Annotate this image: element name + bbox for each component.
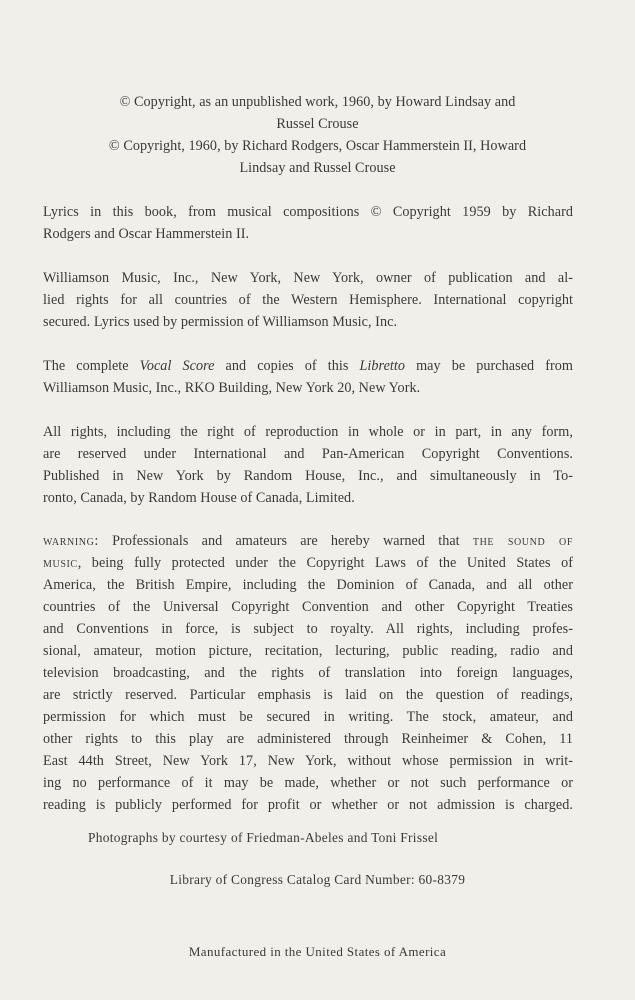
warning-line-6: sional, amateur, motion picture, recitation, lecturing, public reading, radio and <box>43 643 573 659</box>
copyright-line-3: © Copyright, 1960, by Richard Rodgers, Oscar Hammerstein II, Howard <box>108 138 527 154</box>
score-text-c: may be purchased from <box>405 358 573 374</box>
rights-line-3: Published in New York by Random House, Inc., and simultaneously in To- <box>43 468 573 484</box>
copyright-line-4: Lindsay and Russel Crouse <box>239 160 396 176</box>
warning-line-5: and Conventions in force, is subject to royalty. All rights, including profes- <box>43 621 573 637</box>
libretto-title: Libretto <box>359 358 406 374</box>
photographs-credit: Photographs by courtesy of Friedman-Abeles and Toni Frissel <box>88 830 439 845</box>
williamson-line-2: lied rights for all countries of the Western Hemisphere. International copyright <box>43 292 573 308</box>
warning-line-13: reading is publicly performed for profit or whether or not admission is charged. <box>43 797 573 813</box>
warning-label: warning: <box>43 533 99 549</box>
williamson-line-1: Williamson Music, Inc., New York, New York, owner of publication and al- <box>43 270 573 286</box>
warning-line-1 <box>43 534 573 548</box>
lyrics-line-2: Rodgers and Oscar Hammerstein II. <box>43 226 250 242</box>
rights-line-4: ronto, Canada, by Random House of Canada, Limited. <box>43 490 355 506</box>
score-text-b: and copies of this <box>214 358 360 374</box>
catalog-card-number: Library of Congress Catalog Card Number: 60-8379 <box>169 872 466 887</box>
score-text-a: The complete <box>43 358 140 374</box>
warning-text-2: , being fully protected under the Copyright Laws of the United States of <box>77 555 573 571</box>
score-line-2: Williamson Music, Inc., RKO Building, New York 20, New York. <box>43 380 421 396</box>
warning-line-4: countries of the Universal Copyright Convention and other Copyright Treaties <box>43 599 573 615</box>
warning-line-12: ing no performance of it may be made, whether or not such performance or <box>43 775 573 791</box>
warning-line-11: East 44th Street, New York 17, New York, without whose permission in writ- <box>43 753 573 769</box>
copyright-line-1: © Copyright, as an unpublished work, 1960, by Howard Lindsay and <box>119 94 516 110</box>
show-title-part-1: the sound of <box>472 533 573 549</box>
lyrics-line-1: Lyrics in this book, from musical compositions © Copyright 1959 by Richard <box>43 204 573 220</box>
williamson-line-3: secured. Lyrics used by permission of Williamson Music, Inc. <box>43 314 398 330</box>
rights-line-1: All rights, including the right of reproduction in whole or in part, in any form, <box>43 424 573 440</box>
vocal-score-title: Vocal Score <box>139 358 215 374</box>
show-title-part-2: music <box>43 555 78 571</box>
rights-line-2: are reserved under International and Pan-American Copyright Conventions. <box>43 446 573 462</box>
score-line-1 <box>43 359 573 373</box>
manufactured-notice: Manufactured in the United States of America <box>188 944 447 959</box>
warning-line-9: permission for which must be secured in writing. The stock, amateur, and <box>43 709 573 725</box>
warning-line-7: television broadcasting, and the rights of translation into foreign languages, <box>43 665 573 681</box>
warning-line-10: other rights to this play are administered through Reinheimer & Cohen, 11 <box>43 731 573 747</box>
warning-line-3: America, the British Empire, including the Dominion of Canada, and all other <box>43 577 573 593</box>
warning-text-1: Professionals and amateurs are hereby warned that <box>98 533 473 549</box>
warning-line-8: are strictly reserved. Particular emphasis is laid on the question of readings, <box>43 687 573 703</box>
warning-line-2 <box>43 556 573 570</box>
copyright-line-2: Russel Crouse <box>276 116 359 132</box>
